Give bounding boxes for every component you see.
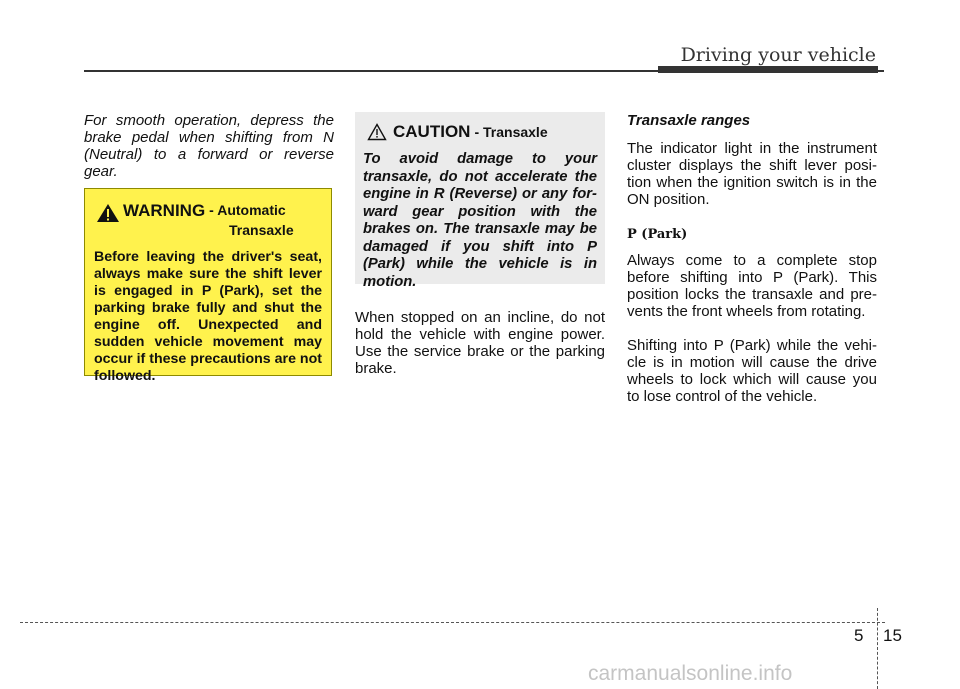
caution-box (355, 112, 605, 290)
warning-box (84, 188, 332, 384)
caution-triangle-icon (367, 123, 387, 141)
page-number: 15 (883, 626, 902, 645)
header-rule-accent (658, 66, 878, 73)
warning-triangle-icon (96, 203, 120, 223)
caution-title: CAUTION (393, 122, 471, 141)
caution-header (363, 122, 597, 142)
warning-title: WARNING (123, 201, 206, 220)
column-middle (355, 309, 605, 377)
warning-subtitle-line2: Transaxle (229, 222, 294, 238)
column-right (627, 112, 877, 405)
shifting-note: For smooth operation, depress the brake pedal when shifting from N (Neutral) to a forward or reverse gear. (84, 112, 334, 180)
watermark: carmanualsonline.info (588, 662, 793, 685)
park-paragraph-2: Shifting into P (Park) while the vehi-cle is in motion will cause the drive wheels to lock which will cause you to lose control of the vehicle. (627, 337, 877, 405)
caution-body: To avoid damage to your transaxle, do not accelerate the engine in R (Reverse) or any for-ward gear position with the brakes on. The transaxle may be damaged if you shift into P (Park) while the vehicle is in motion. (363, 151, 597, 290)
column-left (84, 112, 334, 180)
footer-divider (877, 608, 878, 689)
caution-subtitle: - Transaxle (474, 124, 548, 140)
warning-subtitle: - Automatic (209, 202, 286, 218)
incline-paragraph: When stopped on an incline, do not hold the vehicle with engine power. Use the service brake or the parking brake. (355, 309, 605, 377)
transaxle-ranges-heading: Transaxle ranges (627, 112, 751, 129)
park-paragraph-1: Always come to a complete stop before shifting into P (Park). This position locks the transaxle and pre-vents the front wheels from rotating. (627, 252, 877, 320)
section-number: 5 (854, 626, 864, 645)
header-title: Driving your vehicle (680, 44, 876, 66)
warning-body: Before leaving the driver's seat, always make sure the shift lever is engaged in P (Park), set the parking brake fully and shut the engine off. Unexpected and sudden vehicle movement may occur if these precautions are not followed. (94, 249, 322, 384)
warning-header (94, 201, 322, 223)
indicator-paragraph: The indicator light in the instrument cluster displays the shift lever posi-tion when the ignition switch is in the ON position. (627, 140, 877, 208)
footer-rule (20, 622, 885, 623)
park-heading: P (Park) (627, 227, 688, 242)
